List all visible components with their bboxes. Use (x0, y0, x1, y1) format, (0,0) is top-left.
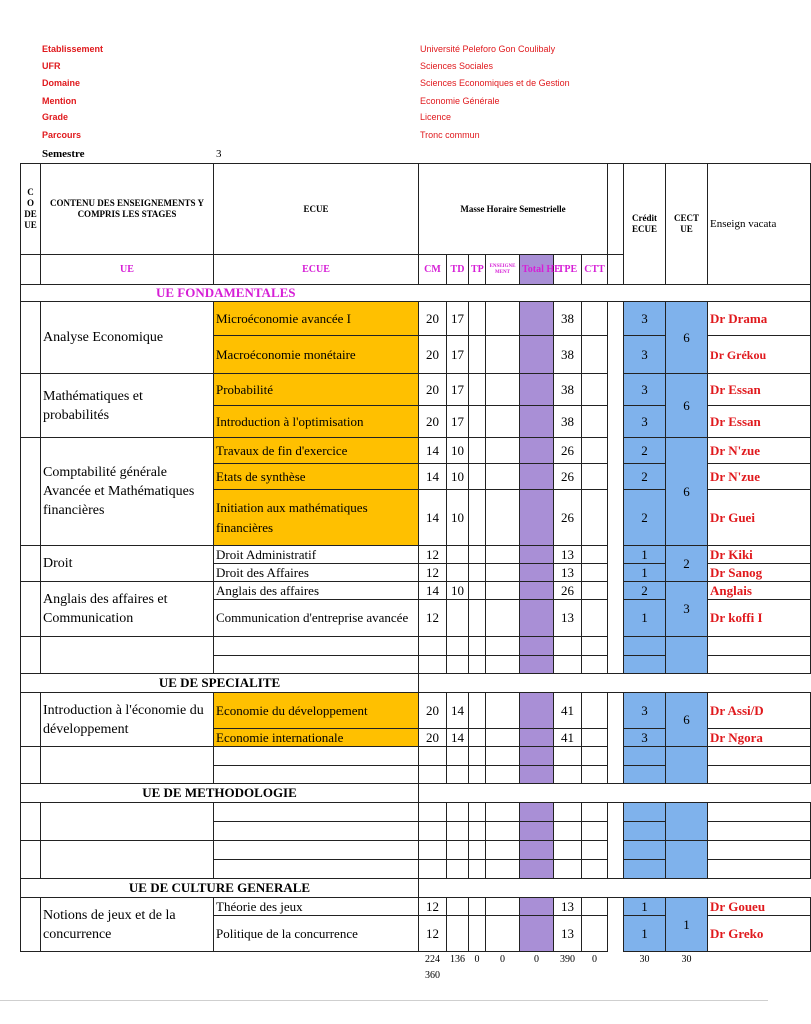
ecue-name: Probabilité (214, 374, 419, 406)
ecue-name: Droit Administratif (214, 546, 419, 564)
teacher-name: Dr Drama (708, 302, 811, 336)
cm-value: 20 (419, 693, 447, 729)
page-bottom-divider (0, 1000, 768, 1001)
info-row-mention (0, 96, 768, 113)
ecue-name: Communication d'entreprise avancée (214, 600, 419, 637)
tpe-value: 13 (554, 546, 582, 564)
cm-value: 20 (419, 374, 447, 406)
credit-value: 1 (624, 898, 666, 916)
ecue-name: Economie internationale (214, 729, 419, 747)
cect-value: 6 (666, 438, 708, 546)
info-label: Mention (42, 96, 77, 106)
subheader-ecue: ECUE (214, 255, 419, 285)
subheader-total-he: Total HE (520, 255, 554, 285)
td-value (447, 916, 469, 952)
cm-value: 20 (419, 336, 447, 374)
td-value: 10 (447, 464, 469, 490)
info-label: Etablissement (42, 44, 104, 54)
ecue-name: Théorie des jeux (214, 898, 419, 916)
total-enseignement: 0 (500, 954, 505, 965)
subheader-tp: TP (469, 255, 486, 285)
td-value (447, 546, 469, 564)
ecue-name: Economie du développement (214, 693, 419, 729)
info-value: Sciences Economiques et de Gestion (420, 78, 570, 88)
table-row (21, 582, 811, 600)
subheader-ue: UE (41, 255, 214, 285)
info-row-parcours (0, 130, 768, 147)
cm-value: 14 (419, 438, 447, 464)
info-label: UFR (42, 61, 61, 71)
cm-value: 12 (419, 916, 447, 952)
credit-value: 3 (624, 302, 666, 336)
cm-value: 14 (419, 582, 447, 600)
total-cm: 224 (425, 954, 440, 965)
cm-value: 12 (419, 898, 447, 916)
cm-value: 12 (419, 564, 447, 582)
credit-value: 3 (624, 693, 666, 729)
cm-value: 14 (419, 490, 447, 546)
ecue-name: Macroéconomie monétaire (214, 336, 419, 374)
curriculum-table (20, 163, 811, 984)
subheader-cm: CM (419, 255, 447, 285)
info-label: Parcours (42, 130, 82, 140)
credit-value: 2 (624, 582, 666, 600)
grand-total: 360 (425, 970, 440, 981)
tpe-value: 26 (554, 438, 582, 464)
ecue-name: Microéconomie avancée I (214, 302, 419, 336)
subheader-td: TD (447, 255, 469, 285)
tpe-value: 26 (554, 582, 582, 600)
cm-value: 12 (419, 600, 447, 637)
col-header-masse-horaire: Masse Horaire Semestrielle (419, 164, 608, 255)
teacher-name: Dr Sanog (708, 564, 811, 582)
tpe-value: 41 (554, 729, 582, 747)
teacher-name: Dr Assi/D (708, 693, 811, 729)
cect-value: 1 (666, 898, 708, 952)
td-value: 14 (447, 729, 469, 747)
credit-value: 2 (624, 438, 666, 464)
cect-value: 6 (666, 693, 708, 747)
info-value: Sciences Sociales (420, 61, 494, 71)
section-row-culture (21, 879, 811, 898)
subheader-enseignement: ENSEIGNE MENT (486, 255, 520, 285)
ecue-name: Introduction à l'optimisation (214, 406, 419, 438)
cect-value: 3 (666, 582, 708, 637)
teacher-name: Dr N'zue (708, 438, 811, 464)
subheader-empty (21, 255, 41, 285)
td-value: 17 (447, 374, 469, 406)
td-value: 10 (447, 490, 469, 546)
section-row-specialite (21, 674, 811, 693)
section-row-methodologie (21, 784, 811, 803)
col-header-credit: Crédit ECUE (624, 164, 666, 285)
ecue-name: Anglais des affaires (214, 582, 419, 600)
td-value: 14 (447, 693, 469, 729)
tpe-value: 38 (554, 406, 582, 438)
tpe-value: 13 (554, 564, 582, 582)
empty-row (21, 747, 811, 766)
subheader-tpe: TPE (554, 255, 582, 285)
ue-name: Comptabilité générale Avancée et Mathématiques financières (41, 438, 214, 546)
info-label: Grade (42, 112, 69, 122)
cect-value: 2 (666, 546, 708, 582)
td-value: 17 (447, 406, 469, 438)
ecue-name: Etats de synthèse (214, 464, 419, 490)
info-row-domaine (0, 78, 768, 95)
tpe-value: 38 (554, 302, 582, 336)
section-title-specialite: UE DE SPECIALITE (21, 674, 419, 693)
credit-value: 3 (624, 336, 666, 374)
tpe-value: 38 (554, 374, 582, 406)
info-value: Tronc commun (420, 130, 480, 140)
empty-row (21, 841, 811, 860)
tpe-value: 26 (554, 490, 582, 546)
ecue-name: Politique de la concurrence (214, 916, 419, 952)
ecue-name: Travaux de fin d'exercice (214, 438, 419, 464)
subheader-ctt: CTT (582, 255, 608, 285)
info-row-grade (0, 112, 768, 129)
tpe-value: 26 (554, 464, 582, 490)
total-cect: 30 (681, 954, 692, 965)
credit-value: 2 (624, 490, 666, 546)
td-value (447, 564, 469, 582)
ue-name: Analyse Economique (41, 302, 214, 374)
section-row-fondamentales (21, 285, 811, 302)
ue-name: Anglais des affaires et Communication (41, 582, 214, 637)
td-value: 17 (447, 302, 469, 336)
info-row-etablissement (0, 44, 768, 61)
td-value: 10 (447, 582, 469, 600)
credit-value: 1 (624, 564, 666, 582)
teacher-name: Dr Goueu (708, 898, 811, 916)
cm-value: 20 (419, 302, 447, 336)
table-row (21, 898, 811, 916)
tpe-value: 38 (554, 336, 582, 374)
teacher-name: Dr N'zue (708, 464, 811, 490)
col-header-enseignants: Enseign vacata (708, 164, 811, 285)
ecue-name: Initiation aux mathématiques financières (214, 490, 419, 546)
total-tp: 0 (474, 954, 480, 965)
grand-total-row (21, 968, 811, 984)
cm-value: 12 (419, 546, 447, 564)
cm-value: 20 (419, 406, 447, 438)
credit-value: 2 (624, 464, 666, 490)
subheader-spacer (608, 255, 624, 285)
teacher-name: Dr Ngora (708, 729, 811, 747)
col-header-ecue: ECUE (214, 164, 419, 255)
table-row (21, 546, 811, 564)
ue-name: Introduction à l'économie du développement (41, 693, 214, 747)
section-title-fondamentales: UE FONDAMENTALES (156, 285, 296, 300)
info-value: Economie Générale (420, 96, 500, 106)
totals-row (21, 952, 811, 969)
info-label: Domaine (42, 78, 81, 88)
tpe-value: 41 (554, 693, 582, 729)
semestre-label: Semestre (42, 148, 85, 160)
header-spacer (608, 164, 624, 255)
teacher-name: Dr Grékou (708, 336, 811, 374)
cect-value: 6 (666, 374, 708, 438)
col-header-contenu: CONTENU DES ENSEIGNEMENTS Y COMPRIS LES STAGES (41, 164, 214, 255)
ue-name: Notions de jeux et de la concurrence (41, 898, 214, 952)
cm-value: 14 (419, 464, 447, 490)
table-row (21, 374, 811, 406)
table-row (21, 438, 811, 464)
header-row (21, 164, 811, 255)
info-value: Licence (420, 112, 452, 122)
total-he: 0 (534, 954, 539, 965)
teacher-name: Dr Essan (708, 406, 811, 438)
tpe-value: 13 (554, 600, 582, 637)
ue-name: Droit (41, 546, 214, 582)
semestre-value: 3 (216, 148, 222, 160)
tpe-value: 13 (554, 916, 582, 952)
total-credit: 30 (639, 954, 650, 965)
credit-value: 3 (624, 406, 666, 438)
credit-value: 3 (624, 729, 666, 747)
tpe-value: 13 (554, 898, 582, 916)
empty-row (21, 637, 811, 656)
teacher-name: Dr koffi I (708, 600, 811, 637)
col-header-code-ue: C O DE UE (21, 164, 41, 255)
info-value: Université Peleforo Gon Coulibaly (420, 44, 556, 54)
td-value (447, 898, 469, 916)
section-title-culture: UE DE CULTURE GENERALE (21, 879, 419, 898)
teacher-name: Anglais (708, 582, 811, 600)
document-header (0, 0, 768, 165)
cm-value: 20 (419, 729, 447, 747)
total-tpe: 390 (560, 954, 575, 965)
ecue-name: Droit des Affaires (214, 564, 419, 582)
total-td: 136 (450, 954, 465, 965)
empty-row (21, 803, 811, 822)
teacher-name: Dr Greko (708, 916, 811, 952)
col-header-cect: CECT UE (666, 164, 708, 285)
teacher-name: Dr Guei (708, 490, 811, 546)
credit-value: 1 (624, 916, 666, 952)
total-ctt: 0 (592, 954, 598, 965)
table-row (21, 302, 811, 336)
section-title-methodologie: UE DE METHODOLOGIE (21, 784, 419, 803)
credit-value: 3 (624, 374, 666, 406)
info-row-ufr (0, 61, 768, 78)
cect-value: 6 (666, 302, 708, 374)
ue-name: Mathématiques et probabilités (41, 374, 214, 438)
credit-value: 1 (624, 600, 666, 637)
teacher-name: Dr Essan (708, 374, 811, 406)
table-row (21, 693, 811, 729)
td-value: 17 (447, 336, 469, 374)
td-value (447, 600, 469, 637)
teacher-name: Dr Kiki (708, 546, 811, 564)
credit-value: 1 (624, 546, 666, 564)
td-value: 10 (447, 438, 469, 464)
